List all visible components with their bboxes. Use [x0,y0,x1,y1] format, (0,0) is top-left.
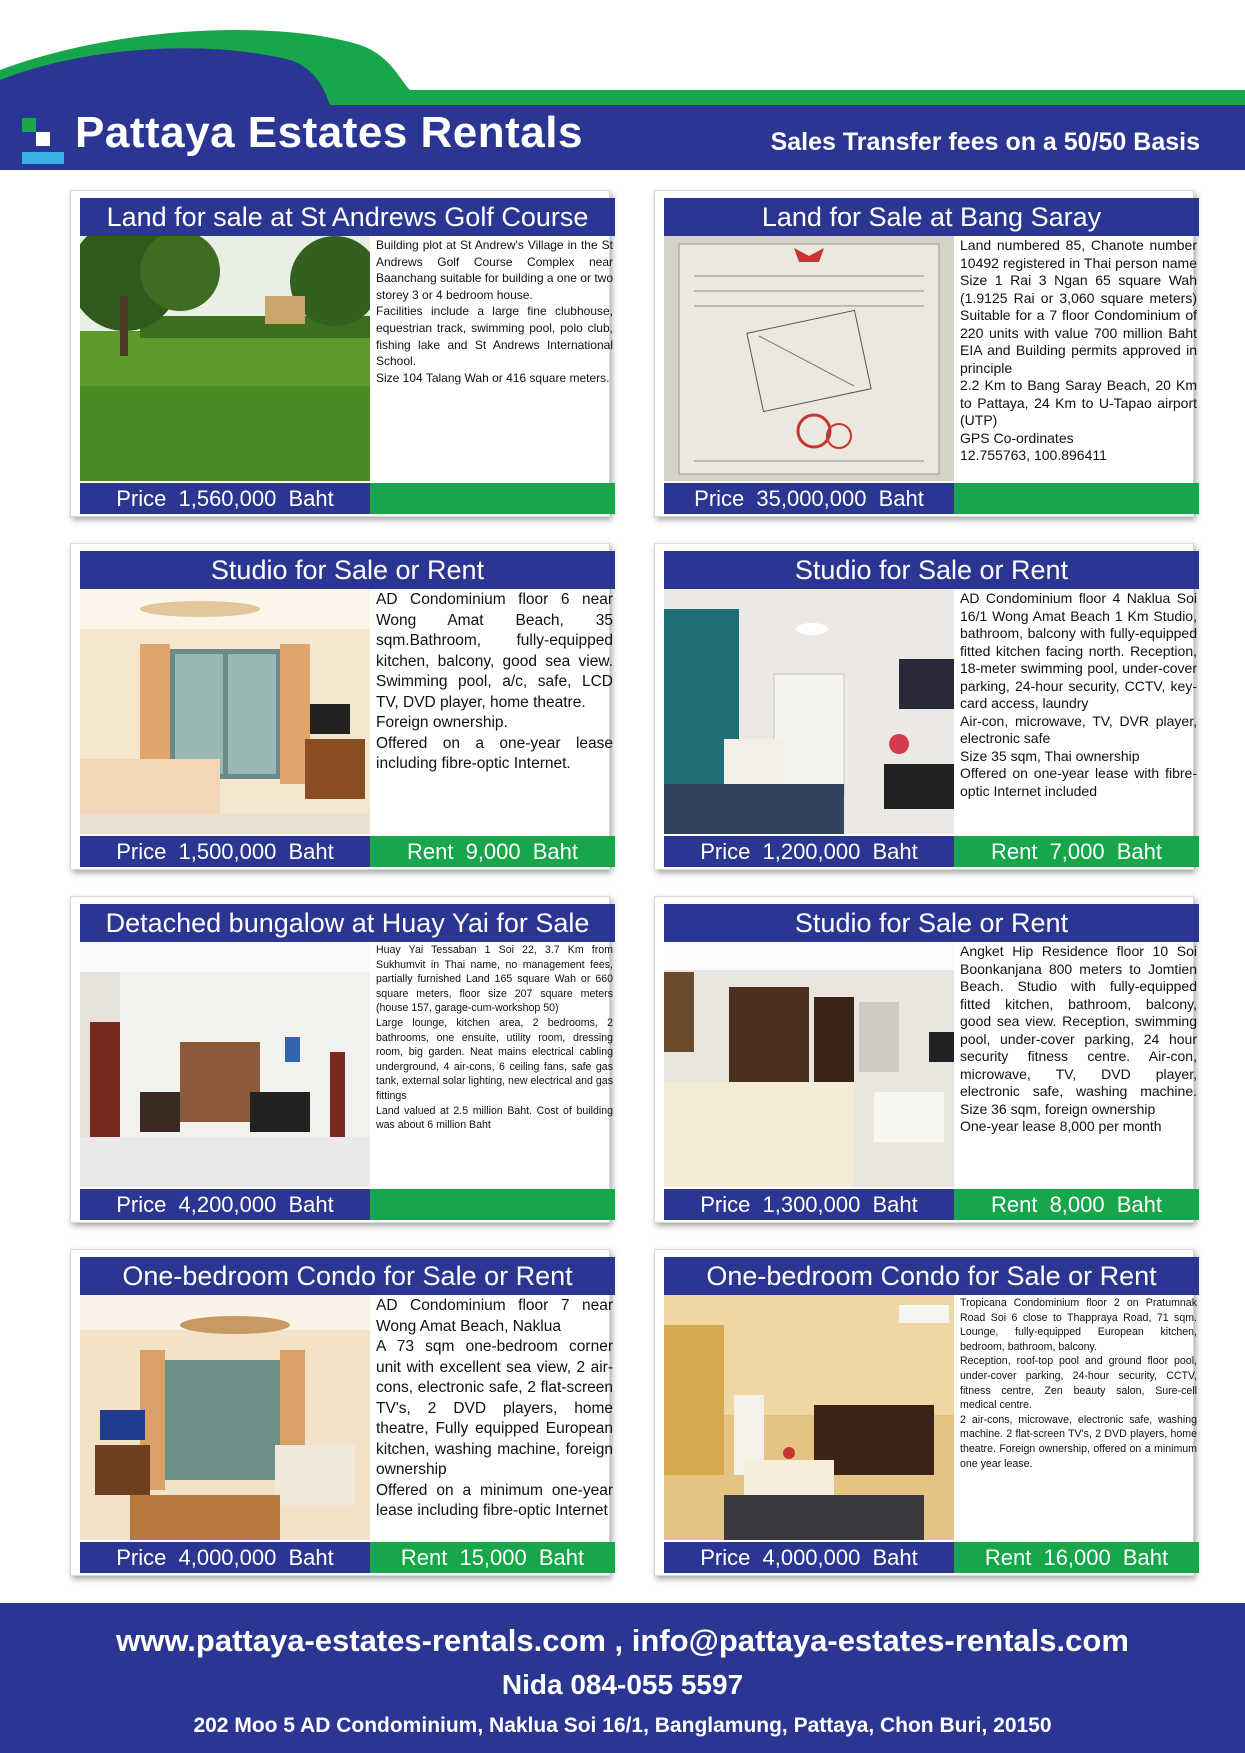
listing-card-st-andrews [70,190,613,517]
header-banner [0,0,1245,170]
rent-label: Rent 7,000 Baht [954,836,1199,867]
listing-card-ad-7 [70,1249,613,1576]
title-deed-document [664,236,954,481]
condo-lounge-photo [664,1295,954,1540]
listing-title: Land for sale at St Andrews Golf Course [80,198,615,236]
listing-description: Huay Yai Tessaban 1 Soi 22, 3.7 Km from Sukhumvit in Thai name, no management fees, partially furnished Land 165 square Wah or 660 square meters, floor size 207 square meters (house 157, garage-cum-workshop 50) Large lounge, kitchen area, 2 bedrooms, 2 bathrooms, one ensuite, utility room, dressing room, big garden. Neat mains electrical cabling underground, 4 air-cons, 6 ceiling fans, safe gas tank, external solar lighting, new electrical and gas fittings Land valued at 2.5 million Baht. Cost of building was about 6 million Baht [376,944,613,1132]
rent-label: Rent 9,000 Baht [370,836,615,867]
listing-card-bang-saray [654,190,1197,517]
office-address: 202 Moo 5 AD Condominium, Naklua Soi 16/1, Banglamung, Pattaya, Chon Buri, 20150 [193,1714,1052,1737]
price-label: Price 4,000,000 Baht [664,1542,954,1573]
listing-card-huay-yai [70,896,613,1223]
rent-label [370,1189,615,1220]
condo-dining-room-photo [80,1295,370,1540]
listing-title: Land for Sale at Bang Saray [664,198,1199,236]
price-label: Price 4,000,000 Baht [80,1542,370,1573]
rent-label [370,483,615,514]
studio-bedroom-photo [80,589,370,834]
studio-dark-wood-photo [664,942,954,1187]
listing-description: Building plot at St Andrew's Village in the St Andrews Golf Course Complex near Baanchang suitable for building a one or two storey 3 or 4 bedroom house. Facilities include a large fine clubhouse, equestrian track, swimming pool, polo club, fishing lake and St Andrews International School. Size 104 Talang Wah or 416 square meters. [376,238,613,385]
rent-label: Rent 8,000 Baht [954,1189,1199,1220]
price-label: Price 1,200,000 Baht [664,836,954,867]
listing-title: One-bedroom Condo for Sale or Rent [80,1257,615,1295]
listing-title: One-bedroom Condo for Sale or Rent [664,1257,1199,1295]
studio-teal-room-photo [664,589,954,834]
footer-contact [0,1603,1245,1753]
page-title: Pattaya Estates Rentals [75,108,583,157]
listing-description: Land numbered 85, Chanote number 10492 registered in Thai person name Size 1 Rai 3 Ngan 65 square Wah (1.9125 Rai or 3,060 square meters) Suitable for a 7 floor Condominium of 220 units with value 700 million Baht EIA and Building permits approved in principle 2.2 Km to Bang Saray Beach, 20 Km to Pattaya, 24 Km to U-Tapao airport (UTP) GPS Co-ordinates 12.755763, 100.896411 [960,237,1197,463]
price-label: Price 1,500,000 Baht [80,836,370,867]
rent-label: Rent 15,000 Baht [370,1542,615,1573]
listing-description: Tropicana Condominium floor 2 on Pratumnak Road Soi 6 close to Thappraya Road, 71 sqm. Lounge, fully-equipped European kitchen, bedroom, bathroom, balcony. Reception, roof-top pool and ground floor pool, under-cover parking, 24-hour security, CCTV, fitness centre, Zen beauty salon, Sure-cell medical centre. 2 air-cons, microwave, electronic safe, washing machine. 2 flat-screen TV's, 2 DVD players, home theatre. Foreign ownership, offered on a minimum one year lease. [960,1297,1197,1470]
price-label: Price 4,200,000 Baht [80,1189,370,1220]
listing-title: Studio for Sale or Rent [80,551,615,589]
listing-card-angket [654,896,1197,1223]
listing-card-studio-ad-4 [654,543,1197,870]
rent-label [954,483,1199,514]
price-label: Price 35,000,000 Baht [664,483,954,514]
listing-card-tropicana [654,1249,1197,1576]
listing-description: AD Condominium floor 4 Naklua Soi 16/1 Wong Amat Beach 1 Km Studio, bathroom, balcony with fully-equipped fitted kitchen facing north. Reception, 18-meter swimming pool, under-cover parking, 24-hour security, CCTV, key-card access, laundry Air-con, microwave, TV, DVR player, electronic safe Size 35 sqm, Thai ownership Offered on one-year lease with fibre-optic Internet included [960,590,1197,799]
price-label: Price 1,560,000 Baht [80,483,370,514]
lawn-photo [80,236,370,481]
bungalow-living-room-photo [80,942,370,1187]
rent-label: Rent 16,000 Baht [954,1542,1199,1573]
listing-title: Studio for Sale or Rent [664,904,1199,942]
listing-title: Studio for Sale or Rent [664,551,1199,589]
website-email-line: www.pattaya-estates-rentals.com , info@pattaya-estates-rentals.com [116,1623,1129,1658]
listing-description: AD Condominium floor 6 near Wong Amat Beach, 35 sqm.Bathroom, fully-equipped kitchen, balcony, good sea view. Swimming pool, a/c, safe, LCD TV, DVD player, home theatre. Foreign ownership. Offered on a one-year lease including fibre-optic Internet. [376,591,613,772]
header-tagline: Sales Transfer fees on a 50/50 Basis [770,128,1200,156]
logo-icon [22,118,68,168]
phone-number: Nida 084-055 5597 [501,1669,744,1700]
price-label: Price 1,300,000 Baht [664,1189,954,1220]
listing-description: Angket Hip Residence floor 10 Soi Boonkanjana 800 meters to Jomtien Beach. Studio with fully-equipped fitted kitchen, bathroom, balcony, good sea view. Reception, swimming pool, under-cover parking, 24 hour security fitness centre. Air-con, microwave, TV, DVD player, electronic safe, washing machine. Size 36 sqm, foreign ownership One-year lease 8,000 per month [960,943,1197,1134]
listing-description: AD Condominium floor 7 near Wong Amat Beach, Naklua A 73 sqm one-bedroom corner unit with excellent sea view, 2 air-cons, electronic safe, 2 flat-screen TV's, 2 DVD players, home theatre, Fully equipped European kitchen, washing machine, foreign ownership Offered on a minimum one-year lease including fibre-optic Internet [376,1297,613,1519]
listing-title: Detached bungalow at Huay Yai for Sale [80,904,615,942]
listing-card-studio-ad-6 [70,543,613,870]
